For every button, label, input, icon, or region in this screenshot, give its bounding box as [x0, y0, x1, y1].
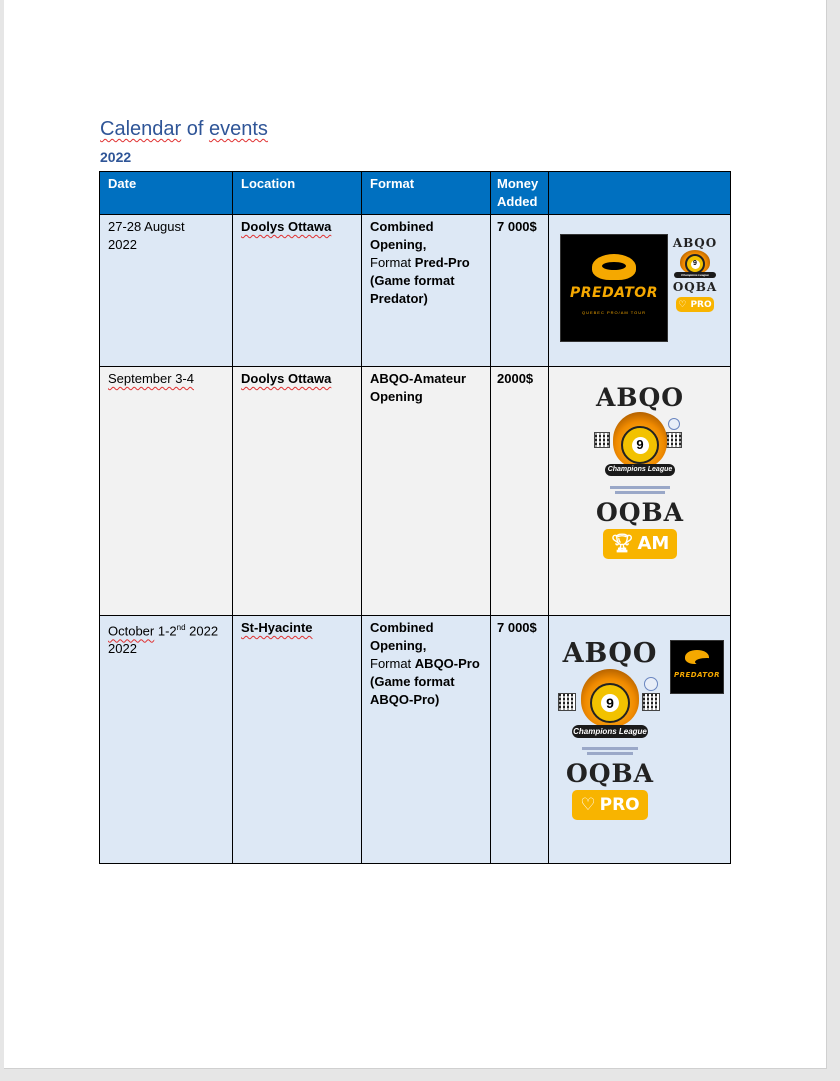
am-badge: 🏆︎ AM [603, 529, 677, 559]
federation-icon [644, 677, 658, 691]
header-date: Date [100, 172, 233, 215]
federation-icon [668, 418, 680, 430]
diamond-icon: ♡ [580, 795, 596, 815]
cell-date: October 1-2nd 2022 2022 [100, 616, 233, 864]
cell-money: 7 000$ [491, 616, 549, 864]
table-row [100, 616, 731, 864]
table-row [100, 367, 731, 616]
header-money: Money Added [491, 172, 549, 215]
diamond-icon: ♡ [678, 299, 687, 310]
cell-date: September 3-4 [100, 367, 233, 616]
document-title: Calendar of events [100, 118, 268, 140]
cell-format: Combined Opening, Format ABQO-Pro (Game format ABQO-Pro) [362, 616, 491, 864]
cell-money: 7 000$ [491, 215, 549, 367]
contact-info [610, 486, 670, 489]
cell-logo [549, 215, 731, 367]
document-page [4, 0, 827, 1069]
qr-code-icon [594, 432, 610, 448]
abqo-pro-logo: ABQO 9 Champions League OQBA ♡ PRO [669, 237, 721, 312]
table-header-row [100, 172, 731, 215]
cell-format: Combined Opening, Format Pred-Pro (Game format Predator) [362, 215, 491, 367]
eight-ball-icon: 9 [590, 683, 630, 723]
header-location: Location [233, 172, 362, 215]
predator-logo: PREDATOR QUEBEC PRO/AM TOUR [560, 234, 668, 342]
pro-badge: ♡ PRO [572, 790, 648, 820]
panther-icon [685, 650, 709, 664]
cell-location: Doolys Ottawa [233, 367, 362, 616]
cell-logo [549, 367, 731, 616]
contact-info [587, 752, 633, 755]
cell-money: 2000$ [491, 367, 549, 616]
cell-date: 27-28 August 2022 [100, 215, 233, 367]
eight-ball-icon: 9 [685, 254, 705, 274]
contact-info [582, 747, 638, 750]
abqo-am-logo: ABQO 9 Champions League OQBA 🏆︎ AM [587, 385, 693, 559]
header-format: Format [362, 172, 491, 215]
cell-location: Doolys Ottawa [233, 215, 362, 367]
qr-code-icon [666, 432, 682, 448]
trophy-icon: 🏆︎ [610, 533, 634, 554]
abqo-pro-logo: ABQO 9 Champions League OQBA ♡ PRO [553, 640, 667, 820]
header-logo [549, 172, 731, 215]
document-year: 2022 [100, 149, 132, 165]
cell-format: ABQO-Amateur Opening [362, 367, 491, 616]
contact-info [615, 491, 665, 494]
eight-ball-icon: 9 [621, 426, 659, 464]
events-table [99, 171, 731, 864]
pro-badge: ♡ PRO [676, 297, 714, 312]
panther-icon [592, 254, 636, 280]
table-row [100, 215, 731, 367]
qr-code-icon [642, 693, 660, 711]
predator-logo: PREDATOR [670, 640, 724, 694]
cell-logo [549, 616, 731, 864]
cell-location: St-Hyacinte [233, 616, 362, 864]
qr-code-icon [558, 693, 576, 711]
